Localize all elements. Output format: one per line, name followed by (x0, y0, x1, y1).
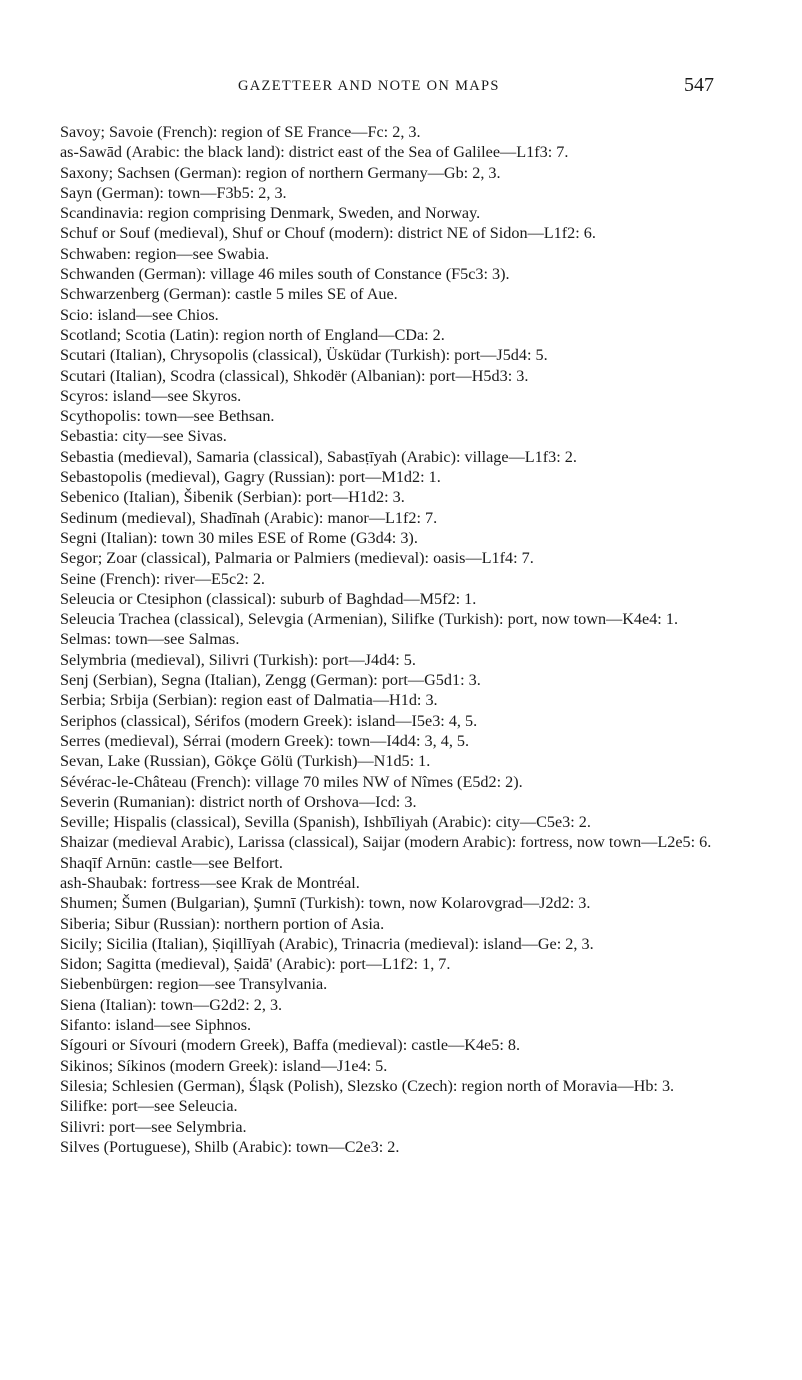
gazetteer-entry: Shaqīf Arnūn: castle—see Belfort. (60, 853, 283, 872)
gazetteer-entry: Scio: island—see Chios. (60, 305, 219, 324)
gazetteer-entry: Seleucia Trachea (classical), Selevgia (Armenian), Silifke (Turkish): port, now town—K4e4: 1. (60, 610, 678, 629)
running-head: GAZETTEER AND NOTE ON MAPS (238, 78, 500, 94)
gazetteer-entry: Scythopolis: town—see Bethsan. (60, 407, 275, 426)
gazetteer-entry: Sévérac-le-Château (French): village 70 miles NW of Nîmes (E5d2: 2). (60, 772, 523, 791)
gazetteer-entry: Saxony; Sachsen (German): region of northern Germany—Gb: 2, 3. (60, 163, 501, 182)
gazetteer-entry: Scyros: island—see Skyros. (60, 386, 242, 405)
gazetteer-entry: Serres (medieval), Sérrai (modern Greek): town—I4d4: 3, 4, 5. (60, 731, 470, 750)
gazetteer-entries (60, 122, 720, 1157)
gazetteer-entry: Shumen; Šumen (Bulgarian), Şumnī (Turkish): town, now Kolarovgrad—J2d2: 3. (60, 894, 591, 913)
gazetteer-entry: Siena (Italian): town—G2d2: 2, 3. (60, 995, 283, 1014)
gazetteer-entry: Silesia; Schlesien (German), Śląsk (Polish), Slezsko (Czech): region north of Moravia—Hb: 3. (60, 1076, 675, 1095)
gazetteer-entry: Shaizar (medieval Arabic), Larissa (classical), Saijar (modern Arabic): fortress, now town—L2e5: 6. (60, 833, 712, 852)
gazetteer-entry: Sígouri or Sívouri (modern Greek), Baffa (medieval): castle—K4e5: 8. (60, 1036, 521, 1055)
gazetteer-entry: Sevan, Lake (Russian), Gökçe Gölü (Turkish)—N1d5: 1. (60, 752, 431, 771)
gazetteer-entry: Sicily; Sicilia (Italian), Ṣiqillīyah (Arabic), Trinacria (medieval): island—Ge: 2, 3. (60, 934, 594, 953)
gazetteer-entry: Sebenico (Italian), Šibenik (Serbian): port—H1d2: 3. (60, 488, 405, 507)
gazetteer-entry: Sifanto: island—see Siphnos. (60, 1016, 252, 1035)
gazetteer-entry: Silves (Portuguese), Shilb (Arabic): town—C2e3: 2. (60, 1137, 400, 1156)
gazetteer-entry: Silifke: port—see Seleucia. (60, 1097, 238, 1116)
gazetteer-entry: Seriphos (classical), Sérifos (modern Greek): island—I5e3: 4, 5. (60, 711, 478, 730)
gazetteer-entry: Schuf or Souf (medieval), Shuf or Chouf (modern): district NE of Sidon—L1f2: 6. (60, 224, 596, 243)
gazetteer-entry: Serbia; Srbija (Serbian): region east of Dalmatia—H1d: 3. (60, 691, 438, 710)
gazetteer-entry: Schwaben: region—see Swabia. (60, 244, 270, 263)
gazetteer-entry: Scutari (Italian), Scodra (classical), Shkodër (Albanian): port—H5d3: 3. (60, 366, 529, 385)
gazetteer-entry: Segni (Italian): town 30 miles ESE of Rome (G3d4: 3). (60, 528, 418, 547)
gazetteer-entry: Sikinos; Síkinos (modern Greek): island—J1e4: 5. (60, 1056, 388, 1075)
page-number: 547 (684, 74, 714, 96)
gazetteer-entry: Scandinavia: region comprising Denmark, Sweden, and Norway. (60, 204, 481, 223)
gazetteer-entry: Selymbria (medieval), Silivri (Turkish): port—J4d4: 5. (60, 650, 416, 669)
gazetteer-entry: Sebastopolis (medieval), Gagry (Russian): port—M1d2: 1. (60, 468, 441, 487)
gazetteer-entry: Scutari (Italian), Chrysopolis (classical), Üsküdar (Turkish): port—J5d4: 5. (60, 346, 548, 365)
gazetteer-entry: Schwanden (German): village 46 miles south of Constance (F5c3: 3). (60, 265, 510, 284)
gazetteer-entry: Selmas: town—see Salmas. (60, 630, 240, 649)
gazetteer-entry: Segor; Zoar (classical), Palmaria or Palmiers (medieval): oasis—L1f4: 7. (60, 549, 534, 568)
gazetteer-entry: Sebastia: city—see Sivas. (60, 427, 227, 446)
gazetteer-entry: Severin (Rumanian): district north of Orshova—Icd: 3. (60, 792, 417, 811)
gazetteer-entry: Siebenbürgen: region—see Transylvania. (60, 975, 328, 994)
gazetteer-entry: Silivri: port—see Selymbria. (60, 1117, 247, 1136)
gazetteer-entry: Scotland; Scotia (Latin): region north of England—CDa: 2. (60, 325, 445, 344)
gazetteer-entry: Sedinum (medieval), Shadīnah (Arabic): manor—L1f2: 7. (60, 508, 438, 527)
gazetteer-entry: as-Sawād (Arabic: the black land): district east of the Sea of Galilee—L1f3: 7. (60, 143, 569, 162)
gazetteer-entry: ash-Shaubak: fortress—see Krak de Montréal. (60, 873, 360, 892)
gazetteer-entry: Sayn (German): town—F3b5: 2, 3. (60, 183, 287, 202)
gazetteer-entry: Sebastia (medieval), Samaria (classical), Sabasṭīyah (Arabic): village—L1f3: 2. (60, 447, 577, 466)
gazetteer-entry: Senj (Serbian), Segna (Italian), Zengg (German): port—G5d1: 3. (60, 671, 481, 690)
gazetteer-entry: Sidon; Sagitta (medieval), Ṣaidā' (Arabic): port—L1f2: 1, 7. (60, 955, 451, 974)
gazetteer-entry: Seville; Hispalis (classical), Sevilla (Spanish), Ishbīliyah (Arabic): city—C5e3: 2. (60, 813, 591, 832)
gazetteer-entry: Seine (French): river—E5c2: 2. (60, 569, 265, 588)
gazetteer-entry: Seleucia or Ctesiphon (classical): suburb of Baghdad—M5f2: 1. (60, 589, 477, 608)
gazetteer-entry: Siberia; Sibur (Russian): northern portion of Asia. (60, 914, 385, 933)
page-header (0, 74, 802, 100)
gazetteer-entry: Savoy; Savoie (French): region of SE France—Fc: 2, 3. (60, 123, 421, 141)
gazetteer-entry: Schwarzenberg (German): castle 5 miles SE of Aue. (60, 285, 398, 304)
